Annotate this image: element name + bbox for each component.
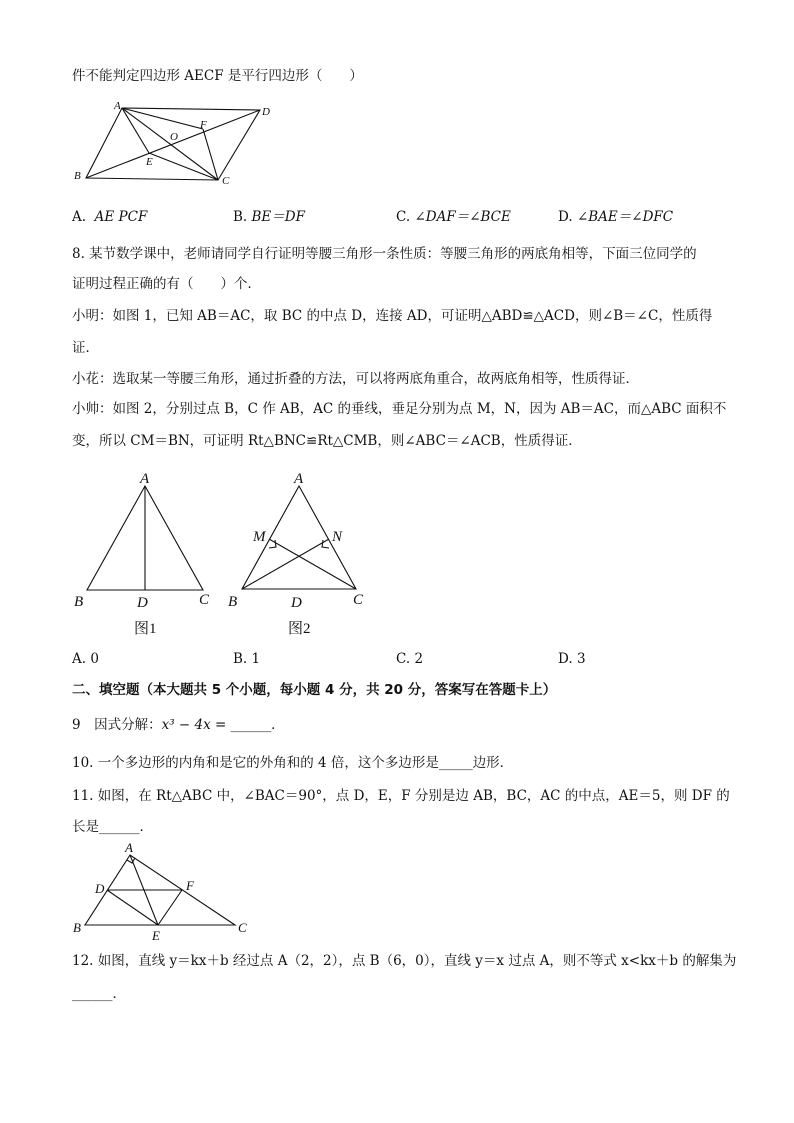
fig1-label-a: A	[140, 471, 150, 487]
q7-option-a: A. AE PCF	[72, 209, 148, 225]
fig2-label-b: B	[228, 594, 238, 610]
q7-label-o: O	[170, 131, 178, 143]
fig1-label-c: C	[199, 592, 210, 608]
fig2-label-a: A	[294, 471, 304, 487]
q7-option-b: B. BE＝DF	[233, 209, 305, 225]
q11-label-f: F	[186, 878, 194, 893]
q10-answer-blank[interactable]: _____	[438, 755, 473, 771]
fig2-label-n: N	[332, 529, 343, 545]
q11-label-a: A	[125, 840, 133, 855]
q8-figure-2	[222, 468, 382, 643]
q7-label-e: E	[146, 156, 153, 168]
fig2-label-d: D	[291, 595, 302, 611]
q11-line1: 11. 如图，在 Rt△ABC 中，∠BAC＝90°，点 D，E，F 分别是边 AB，BC，AC 的中点，AE＝5，则 DF 的	[72, 788, 730, 804]
q11-line2: 长是______．	[72, 819, 153, 835]
q8-xiaoshuai-line1: 小帅：如图 2，分别过点 B，C 作 AB，AC 的垂线，垂足分别为点 M，N，因为 AB＝AC，而△ABC 面积不	[72, 401, 727, 417]
q7-label-b: B	[74, 170, 81, 182]
q12-line2: ______．	[72, 986, 126, 1002]
fig2-label-c: C	[353, 592, 364, 608]
q8-line1: 8. 某节数学课中，老师请同学自行证明等腰三角形一条性质：等腰三角形的两底角相等，下面三位同学的	[72, 246, 697, 262]
q8-line2: 证明过程正确的有（ ）个．	[72, 276, 261, 292]
q7-label-f: F	[200, 119, 207, 131]
q8-xiaoshuai-line2: 变，所以 CM＝BN，可证明 Rt△BNC≌Rt△CMB，则∠ABC＝∠ACB，性质得证．	[72, 433, 582, 449]
q8-option-d: D. 3	[558, 651, 586, 667]
q8-xiaoming-line1: 小明：如图 1，已知 AB＝AC，取 BC 的中点 D，连接 AD，可证明△ABD≌△ACD，则∠B＝∠C，性质得	[72, 308, 713, 324]
q11-answer-blank[interactable]: ______	[99, 819, 140, 835]
q11-label-e: E	[152, 928, 160, 943]
q8-xiaoming-line2: 证．	[72, 340, 99, 356]
q8-option-c: C. 2	[396, 651, 424, 667]
q8-option-b: B. 1	[233, 651, 261, 667]
fig2-caption: 图2	[288, 621, 311, 637]
q9-line: 9 因式分解：x³ − 4x = ______．	[72, 717, 285, 733]
q11-label-c: C	[238, 920, 247, 935]
q11-label-b: B	[73, 920, 81, 935]
fig1-label-d: D	[137, 595, 148, 611]
q10-line: 10. 一个多边形的内角和是它的外角和的 4 倍，这个多边形是_____边形．	[72, 755, 514, 771]
q8-xiaohua: 小花：选取某一等腰三角形，通过折叠的方法，可以将两底角重合，故两底角相等，性质得证．	[72, 371, 639, 387]
section-2-heading: 二、填空题（本大题共 5 个小题，每小题 4 分，共 20 分，答案写在答题卡上）	[72, 682, 557, 698]
q7-parallelogram-figure	[70, 98, 280, 188]
q12-answer-blank[interactable]: ______	[72, 986, 113, 1002]
q7-label-d: D	[262, 106, 270, 118]
fig1-caption: 图1	[134, 621, 157, 637]
q11-label-d: D	[95, 881, 105, 896]
q7-option-c: C. ∠DAF＝∠BCE	[396, 209, 511, 225]
q7-option-d: D. ∠BAE＝∠DFC	[558, 209, 674, 225]
q9-answer-blank[interactable]: ______	[230, 717, 272, 733]
q7-label-a: A	[114, 100, 121, 112]
q11-triangle-figure	[70, 840, 260, 945]
fig2-label-m: M	[253, 529, 266, 545]
q8-option-a: A. 0	[72, 651, 99, 667]
fig1-label-b: B	[74, 594, 84, 610]
q7-stem-tail: 件不能判定四边形 AECF 是平行四边形（ ）	[72, 68, 363, 84]
q12-line1: 12. 如图，直线 y＝kx＋b 经过点 A（2，2），点 B（6，0），直线 y＝x 过点 A，则不等式 x<kx＋b 的解集为	[72, 953, 737, 969]
q8-figure-1	[70, 468, 220, 643]
q7-label-c: C	[222, 175, 230, 187]
